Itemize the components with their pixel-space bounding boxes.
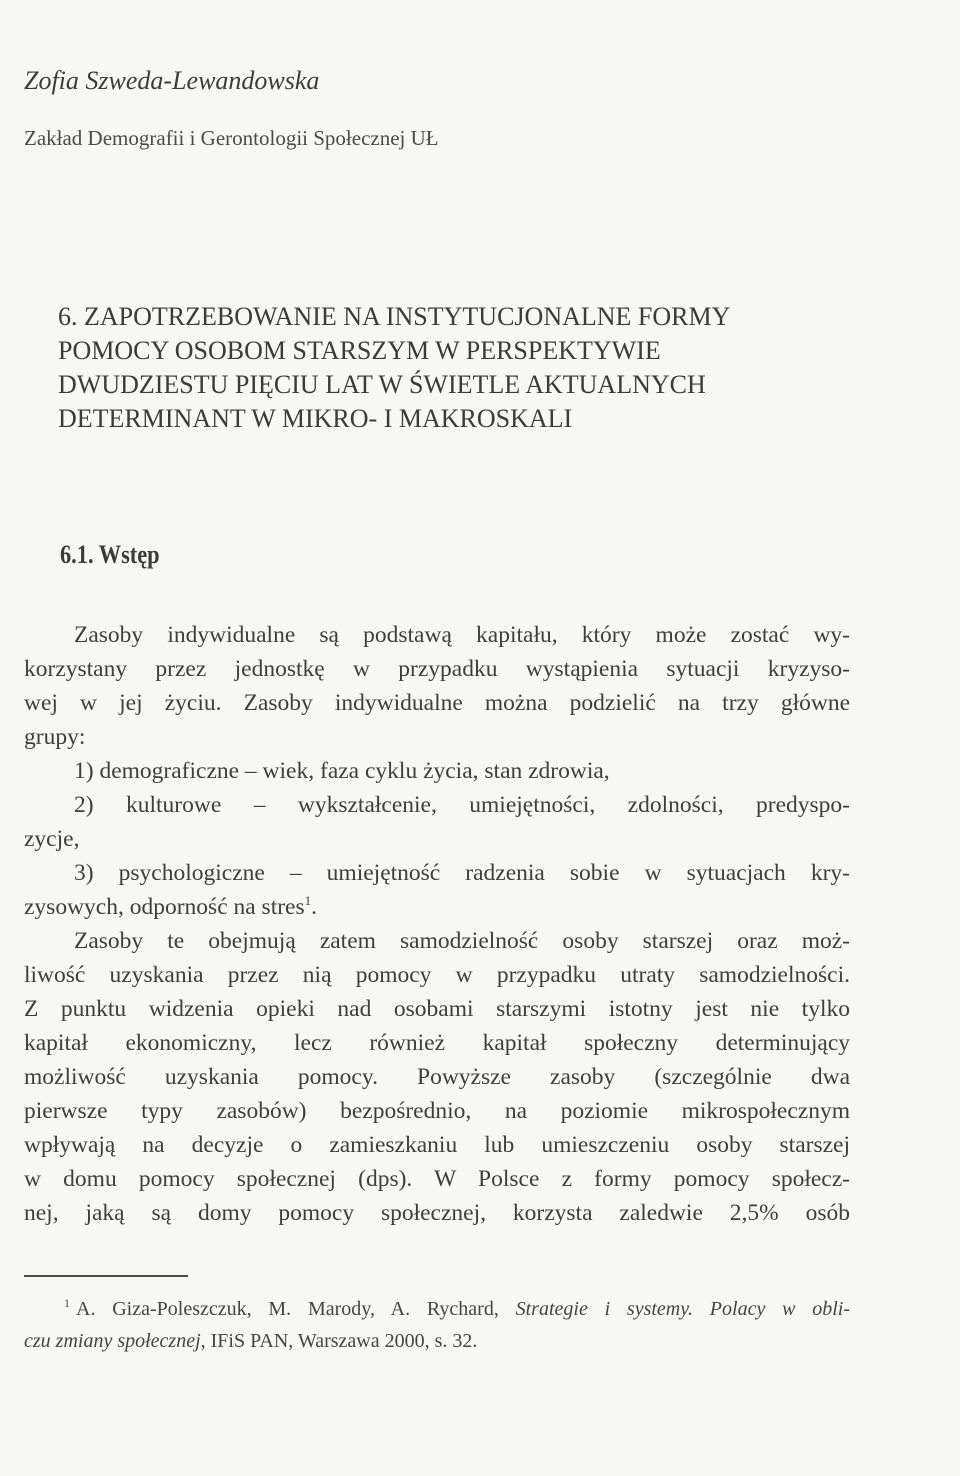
chapter-title-line: DETERMINANT W MIKRO- I MAKROSKALI — [58, 404, 573, 433]
footnote-title: Strategie i systemy. Polacy w obli- — [515, 1298, 850, 1320]
footnote-mark: 1 — [64, 1296, 70, 1311]
footnote-title-cont: czu zmiany społecznej — [24, 1330, 201, 1352]
body-line: wej w jej życiu. Zasoby indywidualne można podzielić na trzy główne — [24, 690, 850, 716]
body-line: Z punktu widzenia opieki nad osobami starszymi istotny jest nie tylko — [24, 996, 850, 1022]
footnote-line — [24, 1293, 850, 1325]
body-line: nej, jaką są domy pomocy społecznej, korzysta zaledwie 2,5% osób — [24, 1200, 850, 1226]
body-line: możliwość uzyskania pomocy. Powyższe zasoby (szczególnie dwa — [24, 1064, 850, 1090]
footnote-divider — [24, 1275, 188, 1277]
footnote-reference[interactable]: 1 — [304, 893, 312, 909]
chapter-title-line: 6. ZAPOTRZEBOWANIE NA INSTYTUCJONALNE FORMY — [58, 302, 731, 331]
footnote-authors: A. Giza-Poleszczuk, M. Marody, A. Rychard, — [76, 1298, 516, 1320]
body-text — [24, 618, 850, 1230]
body-line: w domu pomocy społecznej (dps). W Polsce z formy pomocy społecz- — [24, 1166, 850, 1192]
body-line: kapitał ekonomiczny, lecz również kapitał społeczny determinujący — [24, 1030, 850, 1056]
chapter-title-line: DWUDZIESTU PIĘCIU LAT W ŚWIETLE AKTUALNYCH — [58, 370, 706, 399]
body-line: zycje, — [24, 826, 80, 852]
chapter-title-line: POMOCY OSOBOM STARSZYM W PERSPEKTYWIE — [58, 336, 661, 365]
body-line: liwość uzyskania przez nią pomocy w przypadku utraty samodzielności. — [24, 962, 850, 988]
list-item: 3) psychologiczne – umiejętność radzenia sobie w sytuacjach kry- — [74, 860, 850, 886]
document-page — [24, 0, 854, 1476]
footnote-publisher: , IFiS PAN, Warszawa 2000, s. 32. — [200, 1330, 478, 1352]
body-line: wpływają na decyzje o zamieszkaniu lub umieszczeniu osoby starszej — [24, 1132, 850, 1158]
body-line — [24, 890, 850, 924]
section-title: 6.1. Wstęp — [60, 540, 160, 569]
body-line-text: zysowych, odporność na stres — [24, 894, 305, 920]
sentence-end: . — [311, 894, 318, 920]
footnote-line — [24, 1325, 850, 1357]
list-item: 1) demograficzne – wiek, faza cyklu życia, stan zdrowia, — [74, 758, 610, 784]
author-affiliation: Zakład Demografii i Gerontologii Społecznej UŁ — [24, 126, 439, 150]
body-line: pierwsze typy zasobów) bezpośrednio, na poziomie mikrospołecznym — [24, 1098, 850, 1124]
body-line: Zasoby indywidualne są podstawą kapitału, który może zostać wy- — [74, 622, 850, 648]
list-item: 2) kulturowe – wykształcenie, umiejętności, zdolności, predyspo- — [74, 792, 850, 818]
chapter-title — [58, 300, 858, 436]
author-name: Zofia Szweda-Lewandowska — [24, 66, 320, 95]
body-line: grupy: — [24, 724, 86, 750]
body-line: korzystany przez jednostkę w przypadku wystąpienia sytuacji kryzyso- — [24, 656, 850, 682]
body-line: Zasoby te obejmują zatem samodzielność osoby starszej oraz moż- — [74, 928, 850, 954]
footnote — [24, 1293, 850, 1357]
